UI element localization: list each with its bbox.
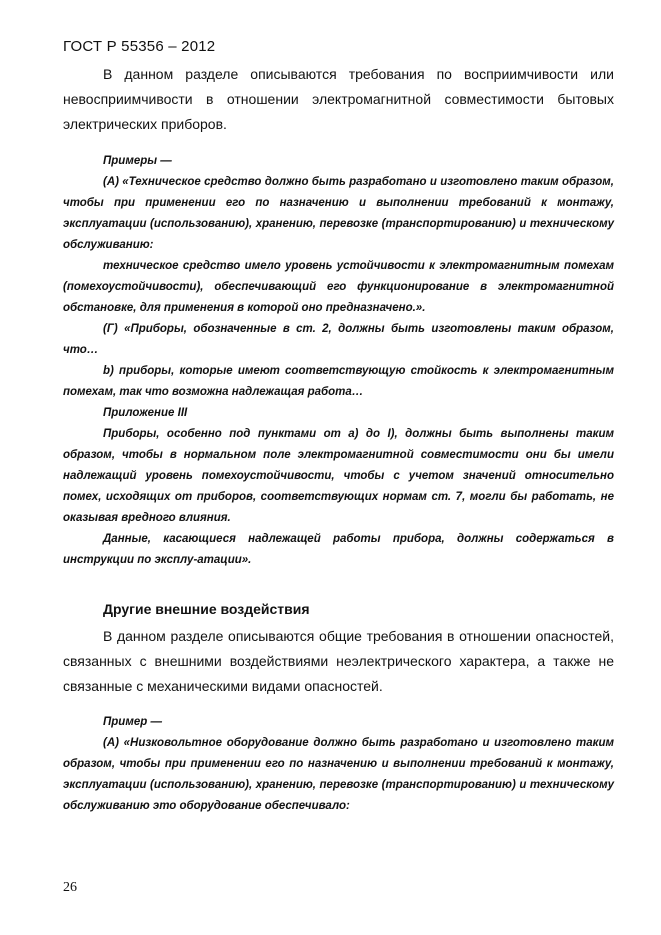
section-body: [63, 624, 614, 699]
example-paragraph: (A) «Техническое средство должно быть разработано и изготовлено таким образом, чтобы при применении его по назначению и выполнении требований к монтажу, эксплуатации (использованию), хранению, перевозке (транспортированию) и техническому обслуживанию:: [63, 176, 614, 251]
page-number: 26: [63, 880, 77, 895]
appendix-paragraph: Приборы, особенно под пунктами от a) до I), должны быть выполнены таким образом, чтобы в нормальном поле электромагнитной совместимости они бы имели надлежащий уровень помехоустойчивости, чтобы с учетом значений относительно помех, исходящих от приборов, соответствующих нормам ст. 7, могли бы работать, не оказывая вредного влияния.: [63, 428, 614, 524]
example-paragraph: (A) «Низковольтное оборудование должно быть разработано и изготовлено таким образом, чтобы при применении его по назначению и выполнении требований к монтажу, эксплуатации (использованию), хранению, перевозке (транспортированию) и техническому обслуживанию это оборудование обеспечивало:: [63, 737, 614, 812]
appendix-paragraph: Данные, касающиеся надлежащей работы прибора, должны содержаться в инструкции по эксплу-атации».: [63, 533, 614, 566]
examples-block: [63, 151, 614, 571]
example-block-2: [63, 712, 614, 817]
example-label: Пример —: [103, 716, 162, 728]
section-paragraph: В данном разделе описываются общие требования в отношении опасностей, связанных с внешними воздействиями неэлектрического характера, а также не связанные с механическими видами опасностей.: [63, 628, 614, 694]
section-heading: Другие внешние воздействия: [103, 601, 310, 617]
appendix-label: Приложение III: [103, 407, 188, 419]
document-header: ГОСТ Р 55356 – 2012: [63, 38, 216, 55]
intro-section: [63, 62, 614, 137]
examples-label: Примеры —: [103, 155, 172, 167]
example-paragraph: техническое средство имело уровень устойчивости к электромагнитным помехам (помехоустойчивости), обеспечивающий его функционирование в электромагнитной обстановке, для применения в которой оно предназначено.».: [63, 260, 614, 314]
example-paragraph: (Г) «Приборы, обозначенные в ст. 2, должны быть изготовлены таким образом, что…: [63, 323, 614, 356]
example-paragraph: b) приборы, которые имеют соответствующую стойкость к электромагнитным помехам, так что возможна надлежащая работа…: [63, 365, 614, 398]
intro-paragraph: В данном разделе описываются требования по восприимчивости или невосприимчивости в отношении электромагнитной совместимости бытовых электрических приборов.: [63, 66, 614, 132]
